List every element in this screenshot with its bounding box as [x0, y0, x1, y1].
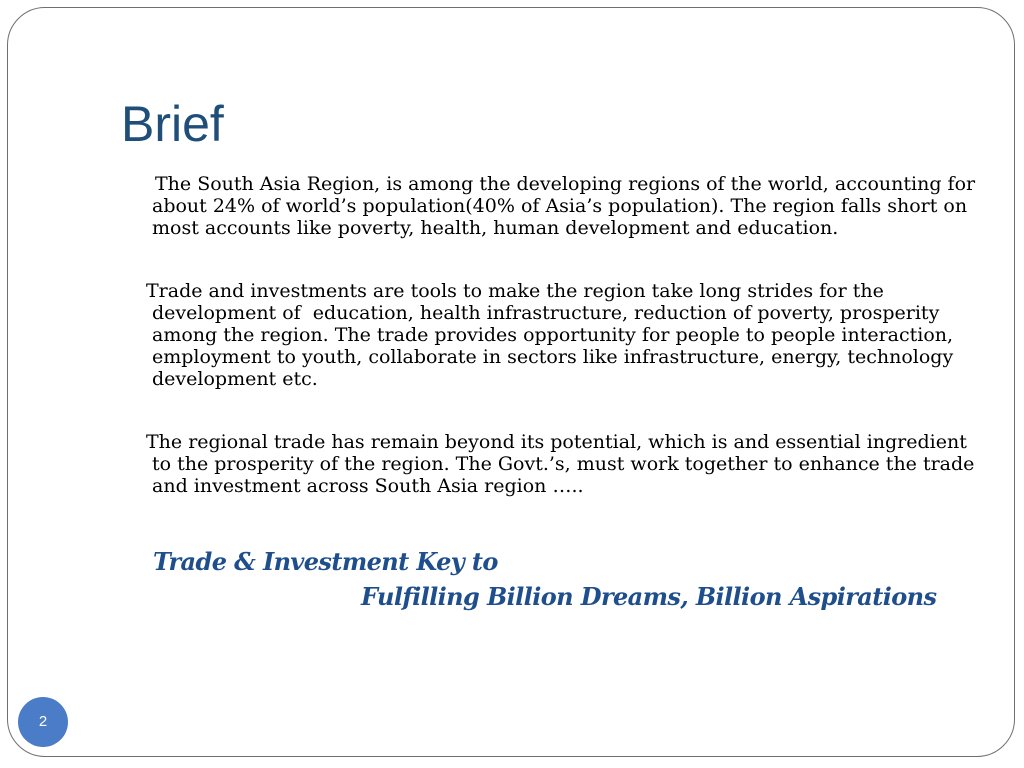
tagline-line-2: Fulfilling Billion Dreams, Billion Aspirations: [361, 582, 937, 611]
slide-title: Brief: [121, 96, 224, 152]
paragraph-trade-investments: Trade and investments are tools to make the region take long strides for the development of education, health infrastructure, reduction of poverty, prosperity among the region. The trade provides opportunity for people to people interaction, employment to youth, collaborate in sectors like infrastructure, energy, technology development etc.: [146, 280, 960, 390]
slide-body: [146, 173, 982, 497]
paragraph-south-asia-region: The South Asia Region, is among the developing regions of the world, accounting for about 24% of world’s population(40% of Asia’s population). The region falls short on most accounts like poverty, health, human development and education.: [152, 173, 982, 239]
paragraph-regional-trade: The regional trade has remain beyond its potential, which is and essential ingredient to the prosperity of the region. The Govt.’s, must work together to enhance the trade and investment across South Asia region …..: [146, 431, 981, 497]
page-number-badge: 2: [18, 697, 68, 747]
slide-frame: [7, 7, 1015, 757]
tagline-line-1: Trade & Investment Key to: [153, 547, 498, 576]
